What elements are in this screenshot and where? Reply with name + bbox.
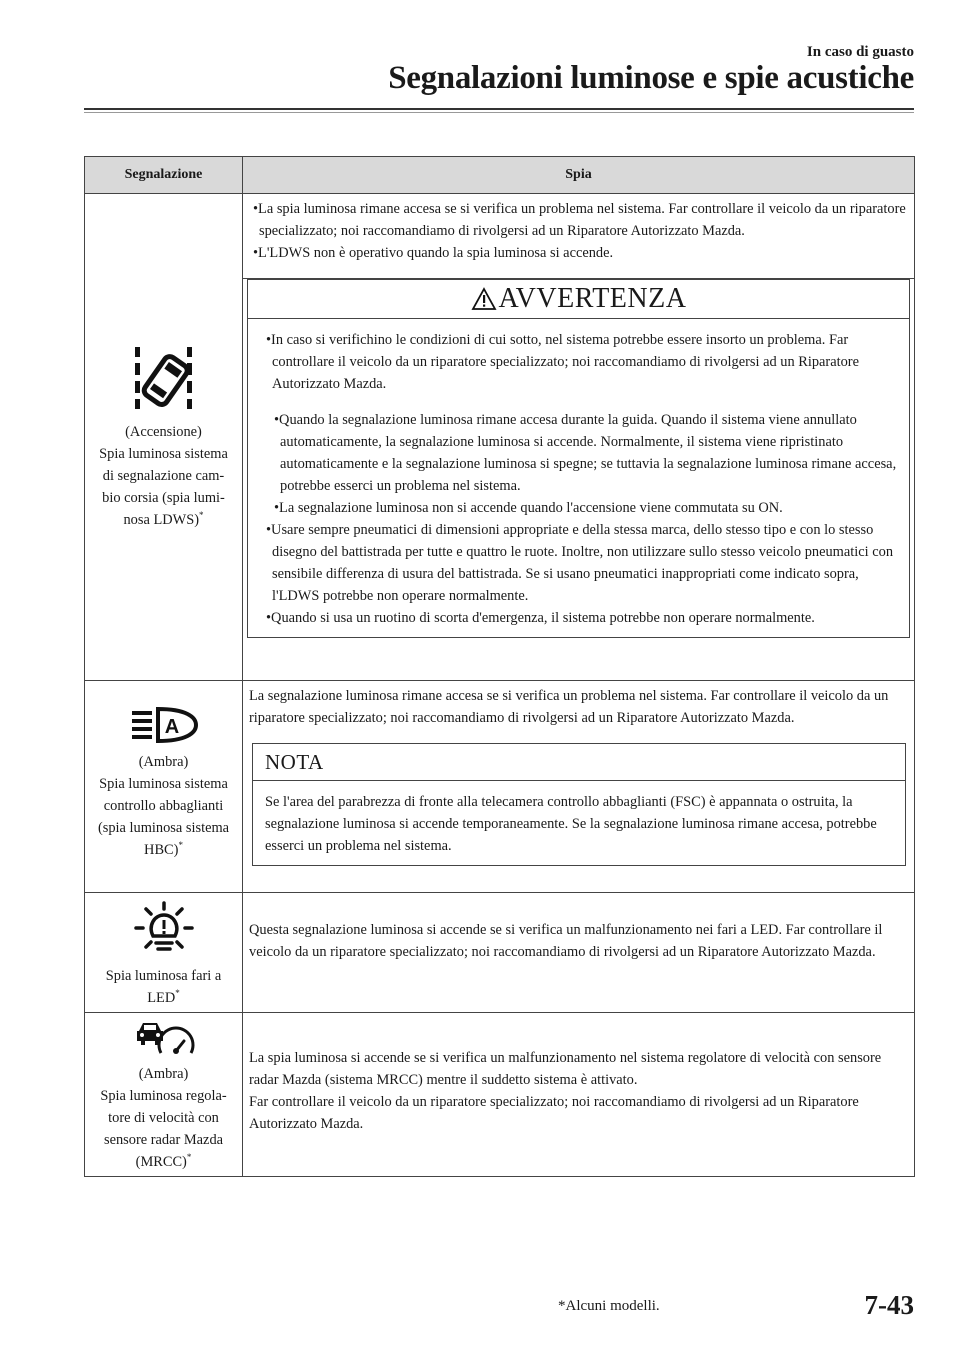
description-text: Far controllare il veicolo da un riparatore specializzato; noi raccomandiamo di rivolgersi ad un Riparatore Autorizzato Mazda. (249, 1094, 859, 1132)
warning-intro: •In caso si verifichino le condizioni di cui sotto, nel sistema potrebbe essere insorto un problema. Far controllare il veicolo da un riparatore specializzato; noi raccomandiamo di rivolgersi ad un Riparatore Autorizzato Mazda. (266, 332, 859, 392)
signal-label-line: (Accensione) (125, 424, 202, 440)
signal-label-line: Spia luminosa fari a (105, 968, 222, 984)
led-headlight-warning-icon (132, 899, 196, 957)
signal-label-line: HBC)* (144, 840, 183, 858)
column-header-signal: Segnalazione (85, 157, 243, 194)
signal-cell (85, 893, 243, 1013)
radar-cruise-control-icon (133, 1017, 195, 1057)
signal-label-line: bio corsia (spia lumi- (102, 490, 225, 506)
signal-cell (85, 194, 243, 681)
description-cell (243, 893, 915, 1013)
lane-departure-warning-icon (129, 343, 199, 419)
signal-label-line: (Ambra) (138, 754, 189, 770)
note-text: Se l'area del parabrezza di fronte alla telecamera controllo abbaglianti (FSC) è appannata o ostruita, la segnalazione luminosa si accende temporaneamente. Se la segnalazione luminosa rimane accesa, potrebbe esserci un problema nel sistema. (265, 794, 877, 854)
signal-label-line: sensore radar Mazda (103, 1132, 224, 1148)
high-beam-control-icon (128, 705, 200, 745)
warning-sub-item: •La segnalazione luminosa non si accende quando l'accensione viene commutata su ON. (274, 500, 783, 516)
signal-label-line: Spia luminosa regola- (100, 1088, 227, 1104)
warning-box (247, 279, 910, 638)
warning-lights-table (84, 156, 915, 1177)
description-text: La spia luminosa si accende se si verifica un malfunzionamento nel sistema regolatore di velocità con sensore radar Mazda (sistema MRCC) mentre il suddetto sistema è attivato. (249, 1050, 882, 1088)
section-title: In caso di guasto (806, 44, 914, 60)
signal-label-line: controllo abbaglianti (103, 798, 224, 814)
asterisk-mark: * (175, 988, 180, 999)
table-row (85, 893, 915, 1013)
header-rule-thin (84, 112, 914, 113)
asterisk-mark: * (178, 840, 183, 851)
signal-label-line: Spia luminosa sistema (99, 776, 228, 792)
description-text: La segnalazione luminosa rimane accesa se si verifica un problema nel sistema. Far controllare il veicolo da un riparatore specializzato; noi raccomandiamo di rivolgersi ad un Riparatore Autorizzato Mazda. (249, 688, 889, 726)
warning-box-header (248, 280, 909, 319)
warning-item: •Usare sempre pneumatici di dimensioni appropriate e della stessa marca, dello stesso tipo e con lo stesso disegno del battistrada per tutte e quattro le ruote. Inoltre, non utilizzare sullo stesso veicolo pneumatici con sensibile differenza di usura del battistrada. Se si usano pneumatici inappropriati come indicato sopra, l'LDWS potrebbe non operare normalmente. (266, 522, 894, 604)
warning-title: AVVERTENZA (498, 283, 687, 314)
warning-sub-item: •Quando la segnalazione luminosa rimane accesa durante la guida. Quando il sistema viene annullato automaticamente, la segnalazione luminosa si accende. Normalmente, il sistema viene ripristinato automaticamente e la segnalazione luminosa si spegne; se tuttavia la segnalazione luminosa rimane accesa, potrebbe esserci un problema nel sistema. (274, 412, 897, 494)
page-title: Segnalazioni luminose e spie acustiche (388, 60, 914, 96)
table-header-row (85, 157, 915, 194)
list-item: •La spia luminosa rimane accesa se si verifica un problema nel sistema. Far controllare il veicolo da un riparatore specializzato; noi raccomandiamo di rivolgersi ad un Riparatore Autorizzato Mazda. (253, 201, 906, 239)
asterisk-mark: * (186, 1152, 192, 1163)
table-row (85, 1013, 915, 1177)
signal-cell (85, 1013, 243, 1177)
footnote: *Alcuni modelli. (558, 1298, 660, 1314)
signal-label-line: LED* (147, 988, 180, 1006)
column-header-light: Spia (243, 157, 915, 194)
page-number: 7-43 (864, 1290, 914, 1320)
signal-label-line: tore di velocità con (108, 1110, 219, 1126)
description-cell (243, 681, 915, 893)
description-cell (243, 1013, 915, 1177)
note-title: NOTA (253, 744, 905, 781)
asterisk-mark: * (199, 510, 204, 521)
table-row (85, 681, 915, 893)
description-cell (243, 194, 915, 681)
description-text: Questa segnalazione luminosa si accende se si verifica un malfunzionamento nei fari a LED. Far controllare il veicolo da un riparatore specializzato; noi raccomandiamo di rivolgersi ad un Riparatore Autorizzato Mazda. (249, 922, 883, 960)
table-row (85, 194, 915, 681)
signal-label-line: Spia luminosa sistema (99, 446, 228, 462)
header-rule (84, 108, 914, 110)
signal-label-line: di segnalazione cam- (102, 468, 225, 484)
signal-cell (85, 681, 243, 893)
note-box (252, 743, 906, 866)
signal-label-line: (MRCC)* (135, 1152, 192, 1170)
list-item: •L'LDWS non è operativo quando la spia luminosa si accende. (253, 245, 614, 261)
warning-triangle-icon (471, 287, 497, 311)
signal-label-line: (Ambra) (138, 1066, 189, 1082)
svg-text:A: A (164, 716, 179, 738)
warning-item: •Quando si usa un ruotino di scorta d'emergenza, il sistema potrebbe non operare normalmente. (266, 610, 815, 626)
signal-label-line: nosa LDWS)* (123, 510, 204, 528)
signal-label-line: (spia luminosa sistema (97, 820, 230, 836)
